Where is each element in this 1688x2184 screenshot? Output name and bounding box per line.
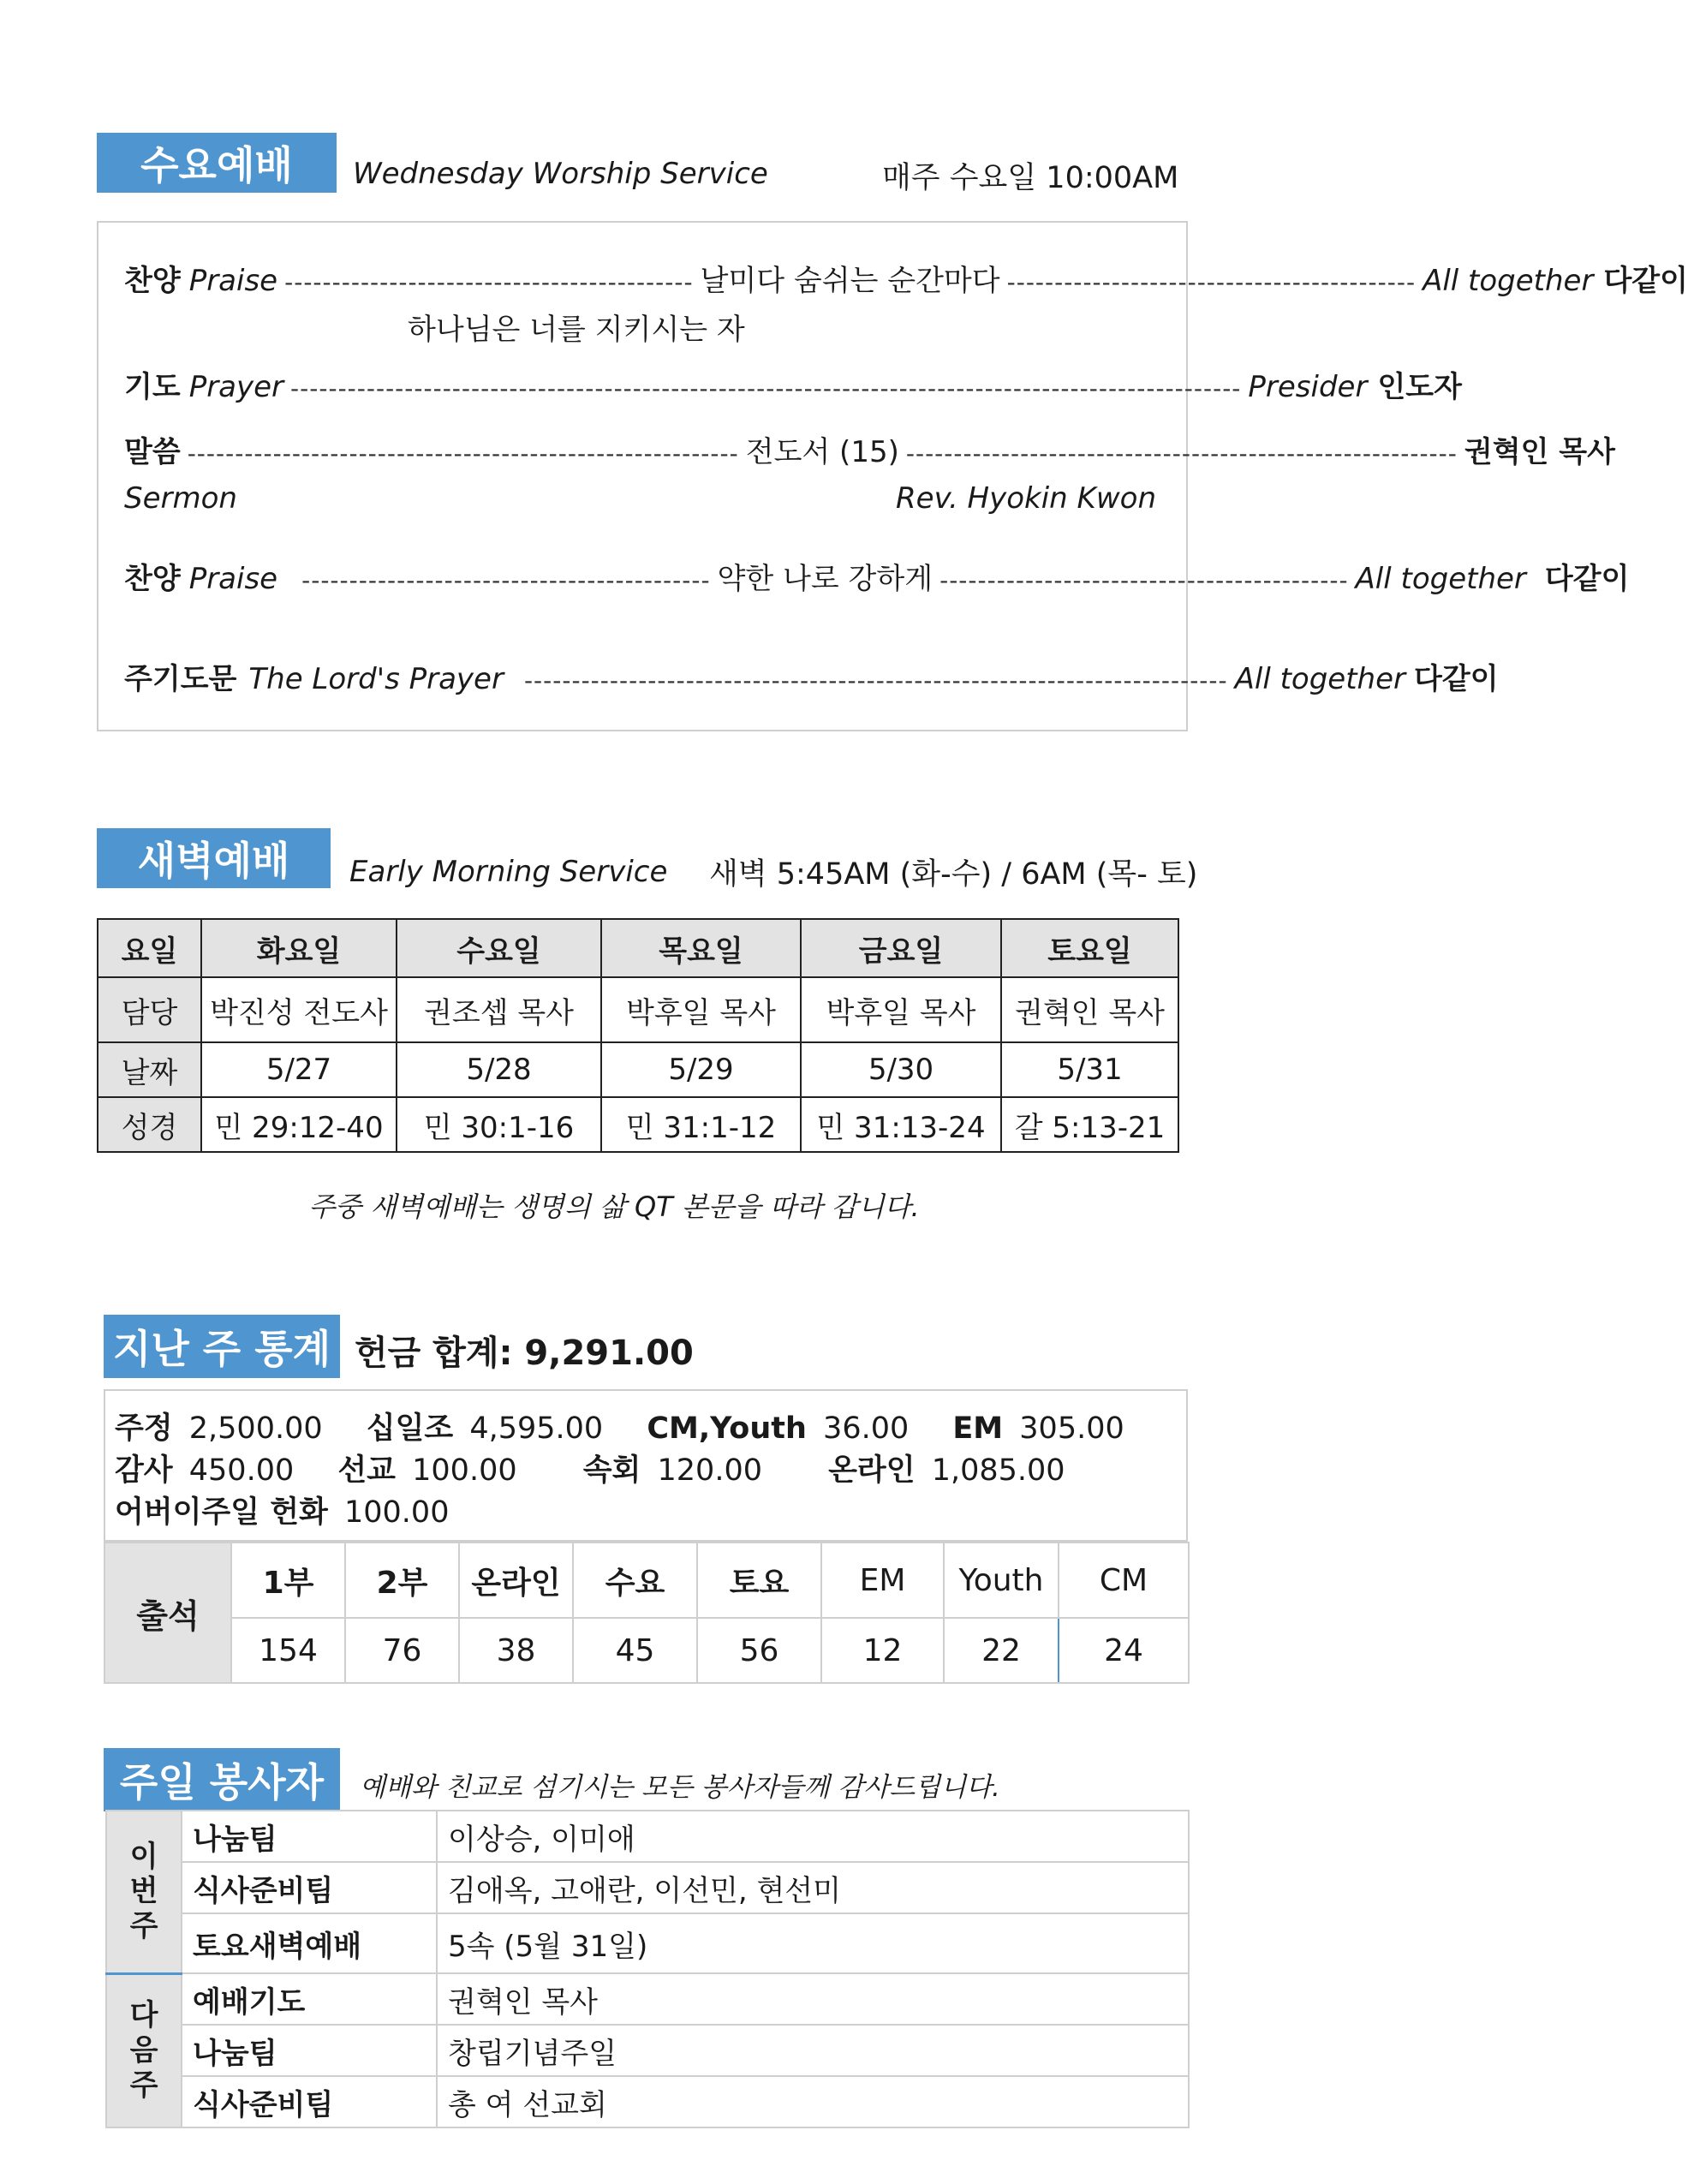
item-right-ko: 인도자 — [1377, 370, 1462, 404]
table-cell: 갈 5:13-21 — [1001, 1097, 1178, 1152]
attendance-value: 24 — [1059, 1618, 1189, 1683]
volunteer-role: 식사준비팀 — [182, 2076, 437, 2127]
offering-value: 100.00 — [412, 1453, 517, 1488]
attendance-header: 1부 — [231, 1543, 345, 1618]
row-label: 성경 — [98, 1097, 201, 1152]
leader-dashes: ------------------------------------------- — [301, 566, 711, 594]
item-right-en: All together — [1423, 264, 1594, 298]
table-cell: 박후일 목사 — [801, 977, 1001, 1042]
table-cell: 5/27 — [201, 1042, 397, 1097]
table-row — [106, 1913, 1189, 1973]
item-ko: 찬양 — [124, 562, 181, 596]
offering-value: 2,500.00 — [188, 1411, 323, 1446]
attendance-value: 45 — [573, 1618, 697, 1683]
leader-dashes: ---------------------------------------------------------- — [187, 439, 739, 468]
offering-value: 450.00 — [188, 1453, 295, 1488]
item-right-ko: 다같이 — [1544, 562, 1630, 596]
dawn-note: 주중 새벽예배는 생명의 삶 QT 본문을 따라 갑니다. — [308, 1190, 920, 1223]
volunteers-thanks: 예배와 친교로 섬기시는 모든 봉사자들께 감사드립니다. — [360, 1772, 1000, 1803]
volunteer-role: 예배기도 — [182, 1973, 437, 2025]
table-cell: 권조셉 목사 — [397, 977, 601, 1042]
header-cell: 토요일 — [1001, 919, 1178, 977]
offering-label: EM — [952, 1411, 1004, 1446]
attendance-header: 토요 — [697, 1543, 821, 1618]
volunteers-table — [105, 1810, 1190, 2128]
offering-total-value: 9,291.00 — [524, 1334, 694, 1373]
offering-value: 100.00 — [344, 1495, 450, 1530]
wed-item-sermon — [124, 428, 1615, 470]
attendance-value: 76 — [345, 1618, 459, 1683]
volunteer-role: 토요새벽예배 — [182, 1913, 437, 1973]
attendance-header: CM — [1059, 1543, 1189, 1618]
wednesday-time: 매주 수요일 10:00AM — [882, 161, 1179, 195]
label-char: 주 — [129, 1909, 158, 1944]
attendance-value: 12 — [821, 1618, 944, 1683]
table-row — [106, 2076, 1189, 2127]
table-cell: 5/28 — [397, 1042, 601, 1097]
label-char: 이 — [129, 1839, 158, 1874]
header-cell: 목요일 — [601, 919, 801, 977]
offering-value: 305.00 — [1019, 1411, 1124, 1446]
item-song: 약한 나로 강하게 — [717, 562, 933, 596]
table-cell: 권혁인 목사 — [1001, 977, 1178, 1042]
stats-tag: 지난 주 통계 — [104, 1315, 340, 1378]
item-right-ko: 다같이 — [1414, 662, 1499, 696]
attendance-value-row — [104, 1618, 1189, 1683]
attendance-value: 56 — [697, 1618, 821, 1683]
offering-total-label: 헌금 합계: — [355, 1334, 513, 1373]
leader-dashes: ------------------------------------------- — [1006, 268, 1417, 296]
attendance-header: 2부 — [345, 1543, 459, 1618]
header-cell: 요일 — [98, 919, 201, 977]
offering-line-3 — [115, 1489, 449, 1531]
item-right-en: Presider — [1248, 370, 1368, 404]
offering-label: 온라인 — [828, 1453, 916, 1488]
table-row — [98, 977, 1178, 1042]
table-cell: 5/29 — [601, 1042, 801, 1097]
volunteer-names: 김애옥, 고애란, 이선민, 현선미 — [437, 1862, 1189, 1913]
item-right-ko: 권혁인 목사 — [1464, 435, 1615, 469]
wed-item-praise-2 — [124, 555, 1630, 597]
table-cell: 민 29:12-40 — [201, 1097, 397, 1152]
leader-dashes: ---------------------------------------------------------------------------------------------------- — [290, 374, 1242, 403]
item-right-ko: 다같이 — [1603, 264, 1688, 298]
label-char: 주 — [129, 2068, 158, 2103]
attendance-header: 수요 — [573, 1543, 697, 1618]
item-en: Praise — [188, 264, 278, 298]
item-en: Praise — [188, 562, 278, 596]
volunteers-tag: 주일 봉사자 — [104, 1748, 340, 1811]
volunteer-names: 총 여 선교회 — [437, 2076, 1189, 2127]
offering-value: 4,595.00 — [469, 1411, 604, 1446]
leader-dashes: ------------------------------------------- — [284, 268, 694, 296]
attendance-value: 22 — [944, 1618, 1059, 1683]
attendance-header: Youth — [944, 1543, 1059, 1618]
offering-value: 1,085.00 — [931, 1453, 1065, 1488]
table-cell: 민 31:13-24 — [801, 1097, 1001, 1152]
this-week-label — [106, 1811, 182, 1973]
volunteer-role: 나눔팀 — [182, 1811, 437, 1862]
offering-label: 감사 — [115, 1453, 173, 1488]
item-right-en: Rev. Hyokin Kwon — [896, 481, 1156, 516]
table-cell: 5/31 — [1001, 1042, 1178, 1097]
table-cell: 민 31:1-12 — [601, 1097, 801, 1152]
offering-label: 선교 — [337, 1453, 396, 1488]
dawn-schedule-table — [97, 918, 1179, 1153]
offering-label: CM,Youth — [647, 1411, 807, 1446]
table-header-row — [98, 919, 1178, 977]
item-en: The Lord's Prayer — [248, 662, 504, 696]
header-cell: 수요일 — [397, 919, 601, 977]
offering-line-2 — [115, 1447, 1065, 1489]
table-row — [106, 1811, 1189, 1862]
wednesday-tag: 수요예배 — [97, 133, 337, 193]
table-cell: 민 30:1-16 — [397, 1097, 601, 1152]
item-ko: 주기도문 — [124, 662, 237, 696]
item-ko: 말씀 — [124, 435, 181, 469]
wed-item-prayer — [124, 363, 1462, 405]
offering-label: 주정 — [115, 1411, 173, 1446]
label-char: 음 — [129, 2032, 158, 2068]
item-right-en: All together — [1355, 562, 1526, 596]
table-cell: 박진성 전도사 — [201, 977, 397, 1042]
item-en: Sermon — [124, 481, 237, 516]
volunteer-names: 창립기념주일 — [437, 2025, 1189, 2076]
attendance-value: 38 — [459, 1618, 573, 1683]
offering-label: 어버이주일 헌화 — [115, 1495, 328, 1530]
table-row — [98, 1042, 1178, 1097]
volunteer-role: 나눔팀 — [182, 2025, 437, 2076]
table-row — [98, 1097, 1178, 1152]
attendance-label: 출석 — [104, 1543, 231, 1683]
wed-item-praise-1 — [124, 257, 1688, 299]
wednesday-subtitle: Wednesday Worship Service — [353, 157, 768, 191]
table-row — [106, 2025, 1189, 2076]
item-ko: 기도 — [124, 370, 181, 404]
wed-item-song-line2: 하나님은 너를 지키시는 자 — [408, 313, 745, 347]
wed-item-lords-prayer — [124, 655, 1499, 697]
attendance-value: 154 — [231, 1618, 345, 1683]
label-char: 다 — [129, 1998, 158, 2033]
row-label: 날짜 — [98, 1042, 201, 1097]
header-cell: 금요일 — [801, 919, 1001, 977]
offering-total — [355, 1326, 694, 1375]
leader-dashes: -------------------------------------------------------------------------- — [523, 666, 1228, 695]
item-right-en: All together — [1234, 662, 1405, 696]
volunteer-role: 식사준비팀 — [182, 1862, 437, 1913]
dawn-time: 새벽 5:45AM (화-수) / 6AM (목- 토) — [709, 857, 1198, 892]
offering-line-1 — [115, 1405, 1124, 1447]
wed-item-sermon-en — [124, 481, 1156, 516]
item-ko: 찬양 — [124, 264, 181, 298]
table-cell: 박후일 목사 — [601, 977, 801, 1042]
dawn-tag: 새벽예배 — [97, 828, 331, 888]
attendance-header-row — [104, 1543, 1189, 1618]
offering-value: 120.00 — [657, 1453, 762, 1488]
leader-dashes: ---------------------------------------------------------- — [905, 439, 1458, 468]
table-row — [106, 1862, 1189, 1913]
volunteer-names: 5속 (5월 31일) — [437, 1913, 1189, 1973]
item-scripture: 전도서 (15) — [745, 435, 899, 469]
header-cell: 화요일 — [201, 919, 397, 977]
offering-label: 속회 — [582, 1453, 641, 1488]
next-week-label — [106, 1973, 182, 2127]
attendance-header: 온라인 — [459, 1543, 573, 1618]
offering-value: 36.00 — [823, 1411, 910, 1446]
attendance-table — [104, 1542, 1190, 1684]
offering-label: 십일조 — [366, 1411, 454, 1446]
volunteer-names: 이상승, 이미애 — [437, 1811, 1189, 1862]
attendance-header: EM — [821, 1543, 944, 1618]
volunteer-names: 권혁인 목사 — [437, 1973, 1189, 2025]
item-song: 날미다 숨쉬는 순간마다 — [700, 264, 1000, 298]
table-row — [106, 1973, 1189, 2025]
label-char: 번 — [129, 1874, 158, 1909]
table-cell: 5/30 — [801, 1042, 1001, 1097]
leader-dashes: ------------------------------------------- — [939, 566, 1349, 594]
row-label: 담당 — [98, 977, 201, 1042]
dawn-subtitle: Early Morning Service — [349, 855, 668, 889]
item-en: Prayer — [188, 370, 284, 404]
